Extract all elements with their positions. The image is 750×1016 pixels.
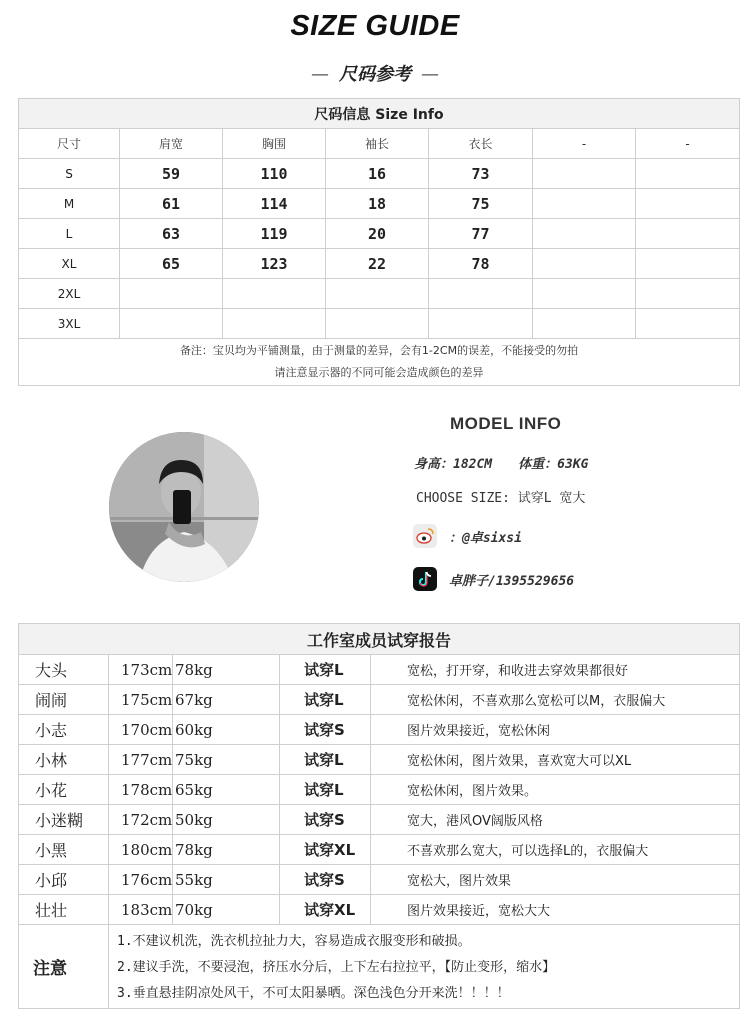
model-measurements	[414, 453, 588, 472]
douyin-contact	[413, 567, 574, 591]
cell-length: 73	[429, 159, 533, 189]
member-comment: 宽松休闲，图片效果，喜欢宽大可以XL	[371, 745, 740, 775]
member-name: 小邱	[19, 865, 109, 895]
member-height: 175cm	[109, 685, 173, 715]
notice-line-3: 3.垂直悬挂阴凉处风干，不可太阳暴晒。深色浅色分开来洗！！！！	[117, 985, 510, 1001]
member-size: 试穿S	[280, 865, 371, 895]
table-row	[19, 189, 740, 219]
douyin-icon	[413, 567, 437, 591]
column-header: 袖长	[326, 129, 429, 159]
model-weight: 体重：63KG	[518, 457, 589, 472]
member-name: 小迷糊	[19, 805, 109, 835]
member-weight: 70kg	[173, 895, 280, 925]
column-header: -	[533, 129, 636, 159]
member-comment: 宽松休闲，不喜欢那么宽松可以M，衣服偏大	[371, 685, 740, 715]
cell-chest: 119	[223, 219, 326, 249]
table-row	[19, 835, 740, 865]
column-header: 肩宽	[120, 129, 223, 159]
member-size: 试穿S	[280, 805, 371, 835]
cell-shoulder: 59	[120, 159, 223, 189]
cell-length	[429, 309, 533, 339]
notice-label: 注意	[19, 925, 109, 1009]
cell-sleeve: 20	[326, 219, 429, 249]
page-title: SIZE GUIDE	[290, 10, 460, 42]
weibo-contact	[413, 524, 522, 548]
cell-length: 77	[429, 219, 533, 249]
weibo-icon	[413, 524, 437, 548]
page-subtitle	[0, 60, 750, 86]
member-height: 178cm	[109, 775, 173, 805]
member-size: 试穿L	[280, 685, 371, 715]
size-info-table	[18, 98, 740, 386]
cell-length: 78	[429, 249, 533, 279]
table-row	[19, 685, 740, 715]
member-height: 177cm	[109, 745, 173, 775]
model-size-choice: CHOOSE SIZE: 试穿L 宽大	[416, 491, 586, 506]
cell-empty	[636, 249, 740, 279]
model-info-title: MODEL INFO	[450, 414, 562, 433]
member-name: 大头	[19, 655, 109, 685]
member-comment: 不喜欢那么宽大，可以选择L的，衣服偏大	[371, 835, 740, 865]
table-row	[19, 249, 740, 279]
report-heading: 工作室成员试穿报告	[19, 624, 740, 655]
model-avatar	[109, 432, 259, 582]
member-name: 壮壮	[19, 895, 109, 925]
table-row	[19, 895, 740, 925]
member-name: 小花	[19, 775, 109, 805]
member-weight: 60kg	[173, 715, 280, 745]
cell-shoulder: 63	[120, 219, 223, 249]
member-size: 试穿S	[280, 715, 371, 745]
size-label: XL	[19, 249, 120, 279]
douyin-handle: 卓胖子/1395529656	[449, 573, 575, 589]
cell-empty	[533, 279, 636, 309]
note-line-1: 备注：宝贝均为平铺测量，由于测量的差异，会有1-2CM的误差，不能接受的勿拍	[179, 344, 579, 357]
size-label: M	[19, 189, 120, 219]
size-table-heading: 尺码信息 Size Info	[19, 99, 740, 129]
cell-empty	[533, 189, 636, 219]
model-photo	[109, 432, 259, 582]
table-row	[19, 745, 740, 775]
member-size: 试穿L	[280, 775, 371, 805]
cell-length: 75	[429, 189, 533, 219]
cell-shoulder: 65	[120, 249, 223, 279]
member-weight: 55kg	[173, 865, 280, 895]
member-comment: 宽大，港风OV阔版风格	[371, 805, 740, 835]
size-label: L	[19, 219, 120, 249]
column-header: 胸围	[223, 129, 326, 159]
cell-chest	[223, 279, 326, 309]
subtitle-dash-right: —	[421, 64, 439, 85]
table-row	[19, 219, 740, 249]
cell-shoulder: 61	[120, 189, 223, 219]
member-height: 173cm	[109, 655, 173, 685]
table-row	[19, 279, 740, 309]
cell-sleeve: 16	[326, 159, 429, 189]
subtitle-dash-left: —	[311, 64, 329, 85]
table-row	[19, 805, 740, 835]
member-height: 180cm	[109, 835, 173, 865]
notice-line-1: 1.不建议机洗，洗衣机拉扯力大，容易造成衣服变形和破损。	[117, 933, 471, 949]
member-size: 试穿XL	[280, 835, 371, 865]
member-height: 176cm	[109, 865, 173, 895]
member-weight: 75kg	[173, 745, 280, 775]
table-row	[19, 309, 740, 339]
note-line-2: 请注意显示器的不同可能会造成颜色的差异	[274, 366, 484, 379]
table-row	[19, 775, 740, 805]
member-size: 试穿XL	[280, 895, 371, 925]
cell-empty	[636, 219, 740, 249]
cell-chest	[223, 309, 326, 339]
cell-empty	[533, 159, 636, 189]
table-row	[19, 159, 740, 189]
member-weight: 78kg	[173, 835, 280, 865]
member-comment: 图片效果接近，宽松休闲	[371, 715, 740, 745]
member-size: 试穿L	[280, 655, 371, 685]
member-size: 试穿L	[280, 745, 371, 775]
cell-empty	[636, 159, 740, 189]
cell-length	[429, 279, 533, 309]
cell-empty	[636, 279, 740, 309]
size-label: 3XL	[19, 309, 120, 339]
member-name: 闹闹	[19, 685, 109, 715]
cell-empty	[533, 309, 636, 339]
cell-chest: 114	[223, 189, 326, 219]
member-height: 183cm	[109, 895, 173, 925]
member-comment: 宽松大，图片效果	[371, 865, 740, 895]
table-row	[19, 655, 740, 685]
size-label: 2XL	[19, 279, 120, 309]
size-table-note	[19, 339, 740, 386]
model-height: 身高：182CM	[414, 457, 493, 472]
table-row	[19, 715, 740, 745]
weibo-handle: ：@卓sixsi	[449, 530, 522, 546]
cell-sleeve	[326, 309, 429, 339]
member-comment: 宽松，打开穿，和收进去穿效果都很好	[371, 655, 740, 685]
member-name: 小林	[19, 745, 109, 775]
member-weight: 50kg	[173, 805, 280, 835]
size-label: S	[19, 159, 120, 189]
cell-chest: 123	[223, 249, 326, 279]
member-weight: 78kg	[173, 655, 280, 685]
cell-sleeve: 18	[326, 189, 429, 219]
member-height: 172cm	[109, 805, 173, 835]
tryon-report-table	[18, 623, 740, 1009]
cell-sleeve	[326, 279, 429, 309]
cell-empty	[533, 249, 636, 279]
size-table-header-row	[19, 129, 740, 159]
column-header: 尺寸	[19, 129, 120, 159]
care-notice	[109, 925, 740, 1009]
member-weight: 65kg	[173, 775, 280, 805]
cell-shoulder	[120, 279, 223, 309]
table-row	[19, 865, 740, 895]
subtitle-text: 尺码参考	[339, 64, 411, 85]
cell-empty	[533, 219, 636, 249]
member-height: 170cm	[109, 715, 173, 745]
member-name: 小黑	[19, 835, 109, 865]
cell-empty	[636, 189, 740, 219]
cell-empty	[636, 309, 740, 339]
cell-chest: 110	[223, 159, 326, 189]
cell-shoulder	[120, 309, 223, 339]
member-comment: 宽松休闲，图片效果。	[371, 775, 740, 805]
column-header: 衣长	[429, 129, 533, 159]
member-name: 小志	[19, 715, 109, 745]
notice-line-2: 2.建议手洗，不要浸泡，挤压水分后，上下左右拉拉平，【防止变形，缩水】	[117, 959, 556, 975]
member-comment: 图片效果接近，宽松大大	[371, 895, 740, 925]
column-header: -	[636, 129, 740, 159]
cell-sleeve: 22	[326, 249, 429, 279]
member-weight: 67kg	[173, 685, 280, 715]
